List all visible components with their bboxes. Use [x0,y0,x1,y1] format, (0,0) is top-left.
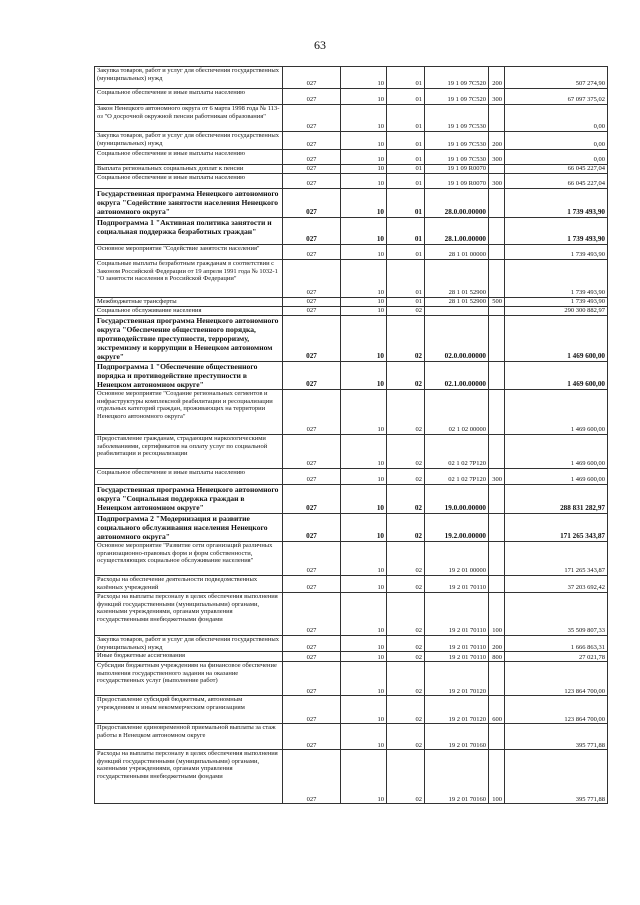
row-name: Государственная программа Ненецкого автономного округа "Содействие занятости населения Ненецкого автономного округа" [95,189,283,218]
row-expense-type [489,260,505,298]
row-section: 10 [341,435,387,469]
row-subsection: 01 [387,150,425,165]
row-ministry-code: 027 [283,362,341,390]
table-row [95,576,608,593]
row-ministry-code: 027 [283,260,341,298]
row-subsection: 02 [387,750,425,804]
row-subsection: 01 [387,189,425,218]
row-subsection: 02 [387,514,425,542]
row-expense-type [489,307,505,316]
row-section: 10 [341,390,387,435]
row-name: Расходы на выплаты персоналу в целях обеспечения выполнения функций государственными (муниципальными) органами, казенными учреждениями, органами управления государственными внебюджетными фондами [95,593,283,636]
row-section: 10 [341,542,387,576]
row-amount: 1 469 600,00 [505,435,608,469]
table-row [95,636,608,652]
row-name: Подпрограмма 1 "Обеспечение общественного порядка и противодействие преступности в Ненецком автономном округе" [95,362,283,390]
row-section: 10 [341,165,387,174]
row-target-article: 28 1 01 52900 [425,260,489,298]
row-expense-type: 500 [489,298,505,307]
row-subsection: 02 [387,636,425,652]
row-target-article: 19 1 09 7С530 [425,132,489,150]
row-amount: 1 739 493,90 [505,298,608,307]
row-target-article: 02.1.00.00000 [425,362,489,390]
row-subsection: 01 [387,132,425,150]
row-expense-type [489,189,505,218]
row-target-article: 19 2 01 00000 [425,542,489,576]
row-expense-type [489,316,505,362]
row-section: 10 [341,298,387,307]
row-expense-type [489,485,505,514]
row-section: 10 [341,67,387,89]
row-subsection: 01 [387,67,425,89]
row-expense-type: 300 [489,150,505,165]
row-subsection: 01 [387,260,425,298]
table-row [95,542,608,576]
row-ministry-code: 027 [283,750,341,804]
row-target-article: 28 1 01 52900 [425,298,489,307]
row-expense-type [489,435,505,469]
row-section: 10 [341,174,387,189]
row-expense-type: 100 [489,750,505,804]
row-section: 10 [341,662,387,696]
row-amount: 66 045 227,04 [505,165,608,174]
row-ministry-code: 027 [283,189,341,218]
row-section: 10 [341,245,387,260]
row-amount: 0,00 [505,105,608,132]
row-section: 10 [341,260,387,298]
table-row [95,165,608,174]
row-amount: 1 469 600,00 [505,316,608,362]
row-subsection: 01 [387,89,425,105]
row-section: 10 [341,150,387,165]
table-row [95,593,608,636]
row-section: 10 [341,469,387,485]
row-name: Предоставление субсидий бюджетным, автономным учреждениям и иным некоммерческим организациям [95,696,283,724]
row-expense-type: 200 [489,636,505,652]
row-target-article: 19 2 01 70160 [425,724,489,750]
row-target-article: 02 1 02 7Р120 [425,469,489,485]
row-section: 10 [341,593,387,636]
row-amount: 171 265 343,87 [505,542,608,576]
row-section: 10 [341,576,387,593]
row-expense-type [489,165,505,174]
row-ministry-code: 027 [283,696,341,724]
row-amount: 27 021,78 [505,652,608,662]
row-section: 10 [341,189,387,218]
table-body [95,67,608,804]
row-section: 10 [341,218,387,245]
row-expense-type [489,576,505,593]
row-name: Государственная программа Ненецкого автономного округа "Социальная поддержка граждан в Ненецком автономном округе" [95,485,283,514]
table-row [95,132,608,150]
row-name: Закупка товаров, работ и услуг для обеспечения государственных (муниципальных) нужд [95,132,283,150]
table-row [95,662,608,696]
row-expense-type [489,662,505,696]
row-expense-type [489,542,505,576]
row-amount: 395 771,88 [505,724,608,750]
row-subsection: 01 [387,245,425,260]
row-target-article: 19 1 09 7С520 [425,67,489,89]
row-ministry-code: 027 [283,514,341,542]
row-ministry-code: 027 [283,390,341,435]
row-name: Социальные выплаты безработным гражданам в соответствии с Законом Российской Федерации от 19 апреля 1991 года № 1032-1 "О занятости населения в Российской Федерации" [95,260,283,298]
row-amount: 123 864 700,00 [505,662,608,696]
table-row [95,696,608,724]
table-row [95,750,608,804]
row-amount: 66 045 227,04 [505,174,608,189]
row-amount: 1 739 493,90 [505,189,608,218]
table-row [95,245,608,260]
row-subsection: 02 [387,696,425,724]
row-name: Расходы на выплаты персоналу в целях обеспечения выполнения функций государственными (муниципальными) органами, казенными учреждениями, органами управления государственными внебюджетными фондами [95,750,283,804]
row-name: Основное мероприятие "Развитие сети организаций различных организационно-правовых форм и форм собственности, осуществляющих социальное обслуживание населения" [95,542,283,576]
table-row [95,362,608,390]
row-subsection: 02 [387,485,425,514]
row-name: Социальное обеспечение и иные выплаты населению [95,174,283,189]
row-ministry-code: 027 [283,542,341,576]
row-target-article: 28 1 01 00000 [425,245,489,260]
table-row [95,67,608,89]
row-target-article: 02.0.00.00000 [425,316,489,362]
row-amount: 395 771,88 [505,750,608,804]
row-ministry-code: 027 [283,218,341,245]
row-expense-type: 100 [489,593,505,636]
row-amount: 0,00 [505,150,608,165]
row-ministry-code: 027 [283,298,341,307]
row-expense-type [489,362,505,390]
table-row [95,189,608,218]
row-ministry-code: 027 [283,652,341,662]
row-target-article: 02 1 02 7Р120 [425,435,489,469]
row-amount: 1 739 493,90 [505,260,608,298]
row-name: Расходы на обеспечение деятельности подведомственных казённых учреждений [95,576,283,593]
row-subsection: 02 [387,307,425,316]
row-ministry-code: 027 [283,165,341,174]
row-target-article: 28.0.00.00000 [425,189,489,218]
row-section: 10 [341,307,387,316]
row-expense-type [489,514,505,542]
row-amount: 1 469 600,00 [505,362,608,390]
row-subsection: 02 [387,652,425,662]
table-row [95,485,608,514]
row-name: Закон Ненецкого автономного округа от 6 марта 1998 года № 113-оз "О досрочной окружной пенсии работникам образования" [95,105,283,132]
row-target-article: 19 2 01 70110 [425,652,489,662]
row-target-article: 02 1 02 00000 [425,390,489,435]
row-target-article: 19 1 09 7С530 [425,150,489,165]
row-expense-type: 300 [489,469,505,485]
row-section: 10 [341,750,387,804]
row-amount: 290 300 882,97 [505,307,608,316]
row-expense-type [489,105,505,132]
row-expense-type: 200 [489,132,505,150]
row-name: Закупка товаров, работ и услуг для обеспечения государственных (муниципальных) нужд [95,67,283,89]
row-expense-type: 600 [489,696,505,724]
row-ministry-code: 027 [283,435,341,469]
row-name: Иные бюджетные ассигнования [95,652,283,662]
row-target-article: 19 2 01 70120 [425,696,489,724]
row-name: Выплата региональных социальных доплат к пенсии [95,165,283,174]
row-target-article: 28.1.00.00000 [425,218,489,245]
row-ministry-code: 027 [283,105,341,132]
table-row [95,724,608,750]
row-name: Субсидии бюджетным учреждениям на финансовое обеспечение выполнения государственного задания на оказание государственных услуг (выполнение работ) [95,662,283,696]
row-name: Социальное обеспечение и иные выплаты населению [95,469,283,485]
table-row [95,514,608,542]
row-ministry-code: 027 [283,662,341,696]
row-subsection: 02 [387,390,425,435]
row-expense-type: 800 [489,652,505,662]
row-ministry-code: 027 [283,132,341,150]
row-subsection: 01 [387,298,425,307]
table-row [95,174,608,189]
row-expense-type: 300 [489,89,505,105]
row-ministry-code: 027 [283,174,341,189]
table-row [95,298,608,307]
row-ministry-code: 027 [283,150,341,165]
row-section: 10 [341,316,387,362]
row-name: Основное мероприятие "Содействие занятости населения" [95,245,283,260]
row-expense-type [489,390,505,435]
budget-table [94,66,608,804]
row-subsection: 02 [387,469,425,485]
table-row [95,316,608,362]
row-ministry-code: 027 [283,67,341,89]
row-subsection: 02 [387,662,425,696]
row-ministry-code: 027 [283,316,341,362]
row-target-article: 19 2 01 70110 [425,593,489,636]
row-target-article: 19 2 01 70160 [425,750,489,804]
row-subsection: 01 [387,174,425,189]
row-subsection: 01 [387,105,425,132]
row-name: Социальное обеспечение и иные выплаты населению [95,150,283,165]
row-name: Подпрограмма 1 "Активная политика занятости и социальная поддержка безработных граждан" [95,218,283,245]
row-subsection: 02 [387,593,425,636]
row-name: Закупка товаров, работ и услуг для обеспечения государственных (муниципальных) нужд [95,636,283,652]
row-name: Социальное обеспечение и иные выплаты населению [95,89,283,105]
row-name: Основное мероприятие "Создание региональных сегментов и инфраструктуры комплексной реабилитации и ресоциализации отдельных категорий граждан, проживающих на территории Ненецкого автономного округа" [95,390,283,435]
table-row [95,89,608,105]
row-name: Социальное обслуживание населения [95,307,283,316]
row-section: 10 [341,652,387,662]
row-subsection: 01 [387,218,425,245]
table-row [95,218,608,245]
row-ministry-code: 027 [283,245,341,260]
table-row [95,469,608,485]
row-amount: 1 739 493,90 [505,218,608,245]
row-amount: 37 203 692,42 [505,576,608,593]
row-expense-type [489,245,505,260]
row-expense-type: 300 [489,174,505,189]
row-target-article [425,307,489,316]
row-amount: 1 666 863,31 [505,636,608,652]
row-subsection: 02 [387,362,425,390]
row-section: 10 [341,485,387,514]
row-amount: 123 864 700,00 [505,696,608,724]
row-ministry-code: 027 [283,593,341,636]
row-amount: 288 831 282,97 [505,485,608,514]
row-amount: 1 739 493,90 [505,245,608,260]
row-expense-type [489,218,505,245]
row-amount: 171 265 343,87 [505,514,608,542]
row-amount: 35 509 807,33 [505,593,608,636]
row-section: 10 [341,636,387,652]
row-ministry-code: 027 [283,89,341,105]
row-name: Предоставление единовременной приемальной выплаты за стаж работы в Ненецком автономном округе [95,724,283,750]
row-subsection: 02 [387,576,425,593]
row-target-article: 19 2 01 70110 [425,576,489,593]
page-number: 63 [314,38,326,52]
row-target-article: 19 1 09 R0070 [425,165,489,174]
row-expense-type: 200 [489,67,505,89]
row-amount: 507 274,90 [505,67,608,89]
row-target-article: 19 1 09 7С530 [425,105,489,132]
table-row [95,260,608,298]
row-expense-type [489,724,505,750]
row-target-article: 19 2 01 70120 [425,662,489,696]
table-row [95,652,608,662]
row-ministry-code: 027 [283,724,341,750]
table-row [95,390,608,435]
row-section: 10 [341,89,387,105]
row-section: 10 [341,696,387,724]
row-subsection: 02 [387,542,425,576]
row-name: Межбюджетные трансферты [95,298,283,307]
row-subsection: 02 [387,435,425,469]
row-amount: 67 097 375,02 [505,89,608,105]
row-target-article: 19 2 01 70110 [425,636,489,652]
table-row [95,150,608,165]
row-subsection: 02 [387,724,425,750]
row-ministry-code: 027 [283,469,341,485]
row-target-article: 19.0.00.00000 [425,485,489,514]
row-name: Государственная программа Ненецкого автономного округа "Обеспечение общественного порядка, противодействие преступности, терроризму, экстремизму и коррупции в Ненецком автономном округе" [95,316,283,362]
row-subsection: 01 [387,165,425,174]
row-section: 10 [341,514,387,542]
row-subsection: 02 [387,316,425,362]
row-ministry-code: 027 [283,576,341,593]
row-amount: 1 469 600,00 [505,469,608,485]
table-row [95,435,608,469]
row-section: 10 [341,132,387,150]
row-target-article: 19 1 09 R0070 [425,174,489,189]
row-target-article: 19 1 09 7С520 [425,89,489,105]
row-name: Подпрограмма 2 "Модернизация и развитие социального обслуживания населения Ненецкого автономного округа" [95,514,283,542]
row-ministry-code: 027 [283,307,341,316]
table-row [95,307,608,316]
row-amount: 1 469 600,00 [505,390,608,435]
row-section: 10 [341,105,387,132]
row-name: Предоставление гражданам, страдающим наркологическими заболеваниями, сертификатов на оплату услуг по социальной реабилитации и ресоциализации [95,435,283,469]
row-section: 10 [341,724,387,750]
row-ministry-code: 027 [283,636,341,652]
row-section: 10 [341,362,387,390]
row-amount: 0,00 [505,132,608,150]
row-ministry-code: 027 [283,485,341,514]
table-row [95,105,608,132]
row-target-article: 19.2.00.00000 [425,514,489,542]
